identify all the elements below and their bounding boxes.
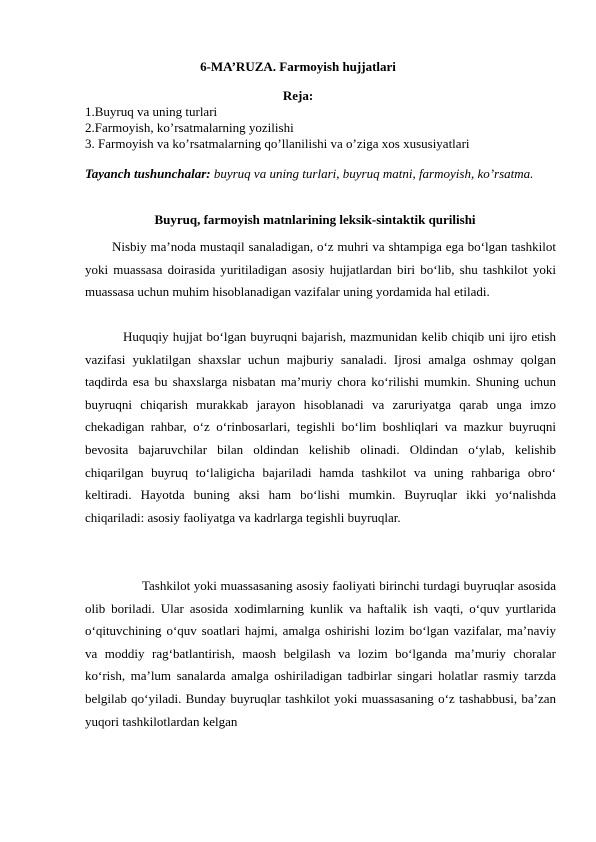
keywords-text: buyruq va uning turlari, buyruq matni, farmoyish, ko’rsatma.: [210, 166, 534, 181]
plan-heading: Reja:: [282, 88, 314, 103]
section-title: Buyruq, farmoyish matnlarining leksik-sintaktik qurilishi: [154, 212, 476, 227]
paragraph-text: Tashkilot yoki muassasaning asosiy faoliyati birinchi turdagi buyruqlar asosida olib boriladi. Ular asosida xodimlarning kunlik va haftalik ish vaqti, o‘quv yurtlarida o‘qituvchining o‘quv soatlari hajmi, amalga oshirishi lozim bo‘lgan vazifalar, ma’naviy va moddiy rag‘batlantirish, maosh belgilash va lozim bo‘lganda ma’muriy choralar ko‘rish, ma’lum sanalarda amalga oshiriladigan tadbirlar singari holatlar rasmiy tarzda belgilab qo‘yiladi. Bunday buyruqlar tashkilot yoki muassasaning o‘z tashabbusi, ba’zan yuqori tashkilotlardan kelgan: [85, 578, 556, 729]
paragraph: [85, 326, 556, 529]
keywords-paragraph: [85, 165, 555, 183]
paragraph: [85, 575, 556, 733]
plan-item: 3. Farmoyish va ko’rsatmalarning qo’llanilishi va o’ziga xos xususiyatlari: [85, 136, 470, 151]
paragraph: [85, 236, 556, 304]
plan-item: 1.Buyruq va uning turlari: [85, 104, 218, 119]
keywords-label: Tayanch tushunchalar:: [85, 166, 211, 181]
paragraph-text: Nisbiy ma’noda mustaqil sanaladigan, o‘z muhri va shtampiga ega bo‘lgan tashkilot yoki muassasa doirasida yuritiladigan asosiy hujjatlardan biri bo‘lib, shu tashkilot yoki muassasa uchun muhim hisoblanadigan vazifalar uning yordamida hal etiladi.: [85, 239, 556, 300]
paragraph-text: Huquqiy hujjat bo‘lgan buyruqni bajarish, mazmunidan kelib chiqib uni ijro etish vazifasi yuklatilgan shaxslar uchun majburiy sanaladi. Ijrosi amalga oshmay qolgan taqdirda esa bu shaxslarga nisbatan ma’muriy chora ko‘rilishi mumkin. Shuning uchun buyruqni chiqarish murakkab jarayon hisoblanadi va zaruriyatga qarab unga imzo chekadigan rahbar, o‘z o‘rinbosarlari, tegishli bo‘lim boshliqlari va mazkur buyruqni bevosita bajaruvchilar bilan oldindan kelishib olinadi. Oldindan o‘ylab, kelishib chiqarilgan buyruq to‘laligicha bajariladi hamda tashkilot va uning rahbariga obro‘ keltiradi. Hayotda buning aksi ham bo‘lishi mumkin. Buyruqlar ikki yo‘nalishda chiqariladi: asosiy faoliyatga va kadrlarga tegishli buyruqlar.: [85, 329, 556, 525]
lecture-title: 6-MA’RUZA. Farmoyish hujjatlari: [200, 59, 396, 74]
plan-item: 2.Farmoyish, ko’rsatmalarning yozilishi: [85, 120, 294, 135]
